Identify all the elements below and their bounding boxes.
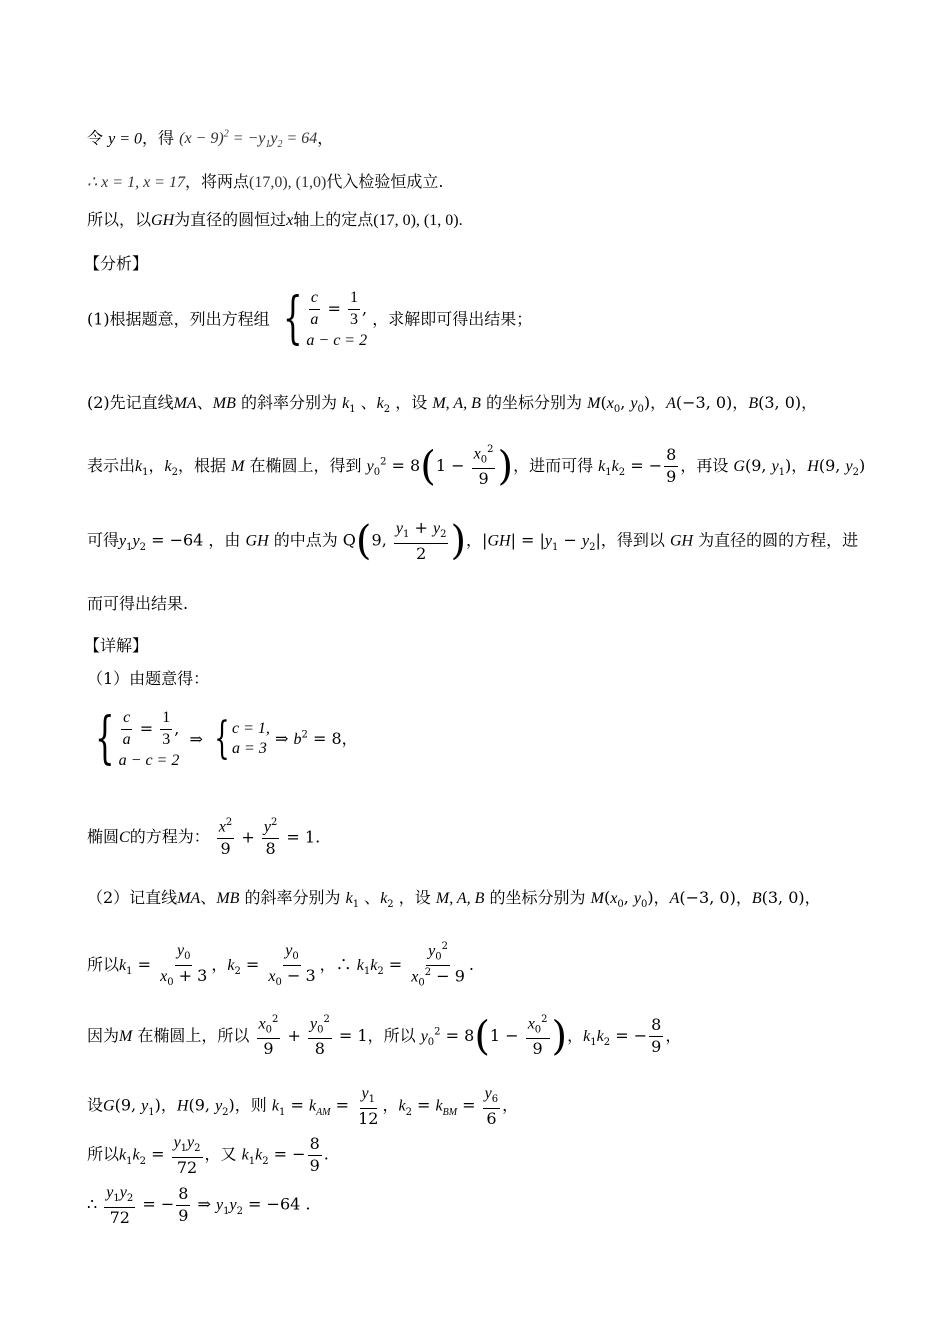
detail-part1-intro: （1）由题意得：	[87, 669, 210, 688]
analysis-part5: 而可得出结果.	[87, 594, 189, 613]
line-3: 所以，以GH为直径的圆恒过x轴上的定点(17, 0), (1, 0).	[87, 210, 463, 229]
detail-part2-line5: 所以$k_1k_2$ = $\frac{y_1y_2}{72}$ ，又 $k_1k_2$ = − $\frac{8}{9}$ .	[87, 1133, 329, 1177]
detail-system: { $\frac{c}{a}$ = $\frac{1}{3}$ , a − c = 2 ⇒ { c = 1, a = 3 ⇒ $b^2 = 8$，	[95, 706, 358, 772]
analysis-heading: 【分析】	[84, 254, 149, 273]
detail-heading: 【详解】	[84, 636, 149, 655]
detail-part2-line1: （2）记直线MA、MB 的斜率分别为 $k_1$ 、$k_2$ ，设 M, A, B 的坐标分别为 $M(x_0$, $y_0$)，A(−3, 0)，B(3, 0)，	[87, 888, 821, 911]
detail-part2-line6: ∴ $\frac{y_1y_2}{72}$ = − $\frac{8}{9}$ ⇒ $y_1y_2 = -64$ .	[87, 1183, 311, 1227]
line-1: 令 y = 0，得 $(x - 9)^2 = -y_1y_2 = 64$，	[87, 128, 334, 151]
detail-ellipse: 椭圆C的方程为： $\frac{x^2}{9}$ + $\frac{y^2}{8}$ = 1.	[87, 817, 321, 859]
analysis-part4: 可得$y_1y_2 = -64$ ，由 GH 的中点为 Q(9, $\frac{y_1 + y_2}{2}$ )，$|GH| = |y_1 - y_2|$，得到以 GH 为直径的圆的方程，进	[87, 518, 859, 565]
line-2: ∴ x = 1, x = 17，将两点(17,0), (1,0)代入检验恒成立.	[87, 172, 444, 191]
detail-part2-line4: 设G(9, $y_1$)，H(9, $y_2$)，则 $k_1 = k_{AM}$ = $\frac{y_1}{12}$ ，$k_2 = k_{BM}$ = $\frac{y_6}{6}$ ，	[87, 1085, 519, 1128]
detail-part2-line3: 因为M 在椭圆上，所以 $\frac{x_0^2}{9}$ + $\frac{y_0^2}{8}$ = 1，所以 $y_0^2 = 8(1$ − $\frac{x_0^2}{9}$ )，$k_1k_2$ = − $\frac{8}{9}$ ，	[87, 1013, 682, 1060]
detail-part2-line2: 所以$k_1$ = $\frac{y_0}{x_0 + 3}$ ，$k_2$ = $\frac{y_0}{x_0 - 3}$ ，∴ $k_1k_2$ = $\frac{y_0^2}{x_0^2 - 9}$ .	[87, 941, 475, 989]
analysis-part3: 表示出$k_1$，$k_2$，根据 M 在椭圆上，得到 $y_0^2 = 8(1$ − $\frac{x_0^2}{9}$ )，进而可得 $k_1k_2$ = − $\frac{8}{9}$ ，再设 G(9, $y_1$)，H(9, $y_2$)	[87, 443, 866, 490]
analysis-part2: (2)先记直线MA、MB 的斜率分别为 $k_1$ 、$k_2$ ，设 M, A, B 的坐标分别为 $M(x_0$, $y_0$)，A(−3, 0)，B(3, 0)，	[87, 393, 818, 416]
analysis-part1: (1)根据题意，列出方程组 { $\frac{c}{a}$ = $\frac{1}{3}$ , a − c = 2 ，求解即可得出结果；	[87, 286, 533, 352]
